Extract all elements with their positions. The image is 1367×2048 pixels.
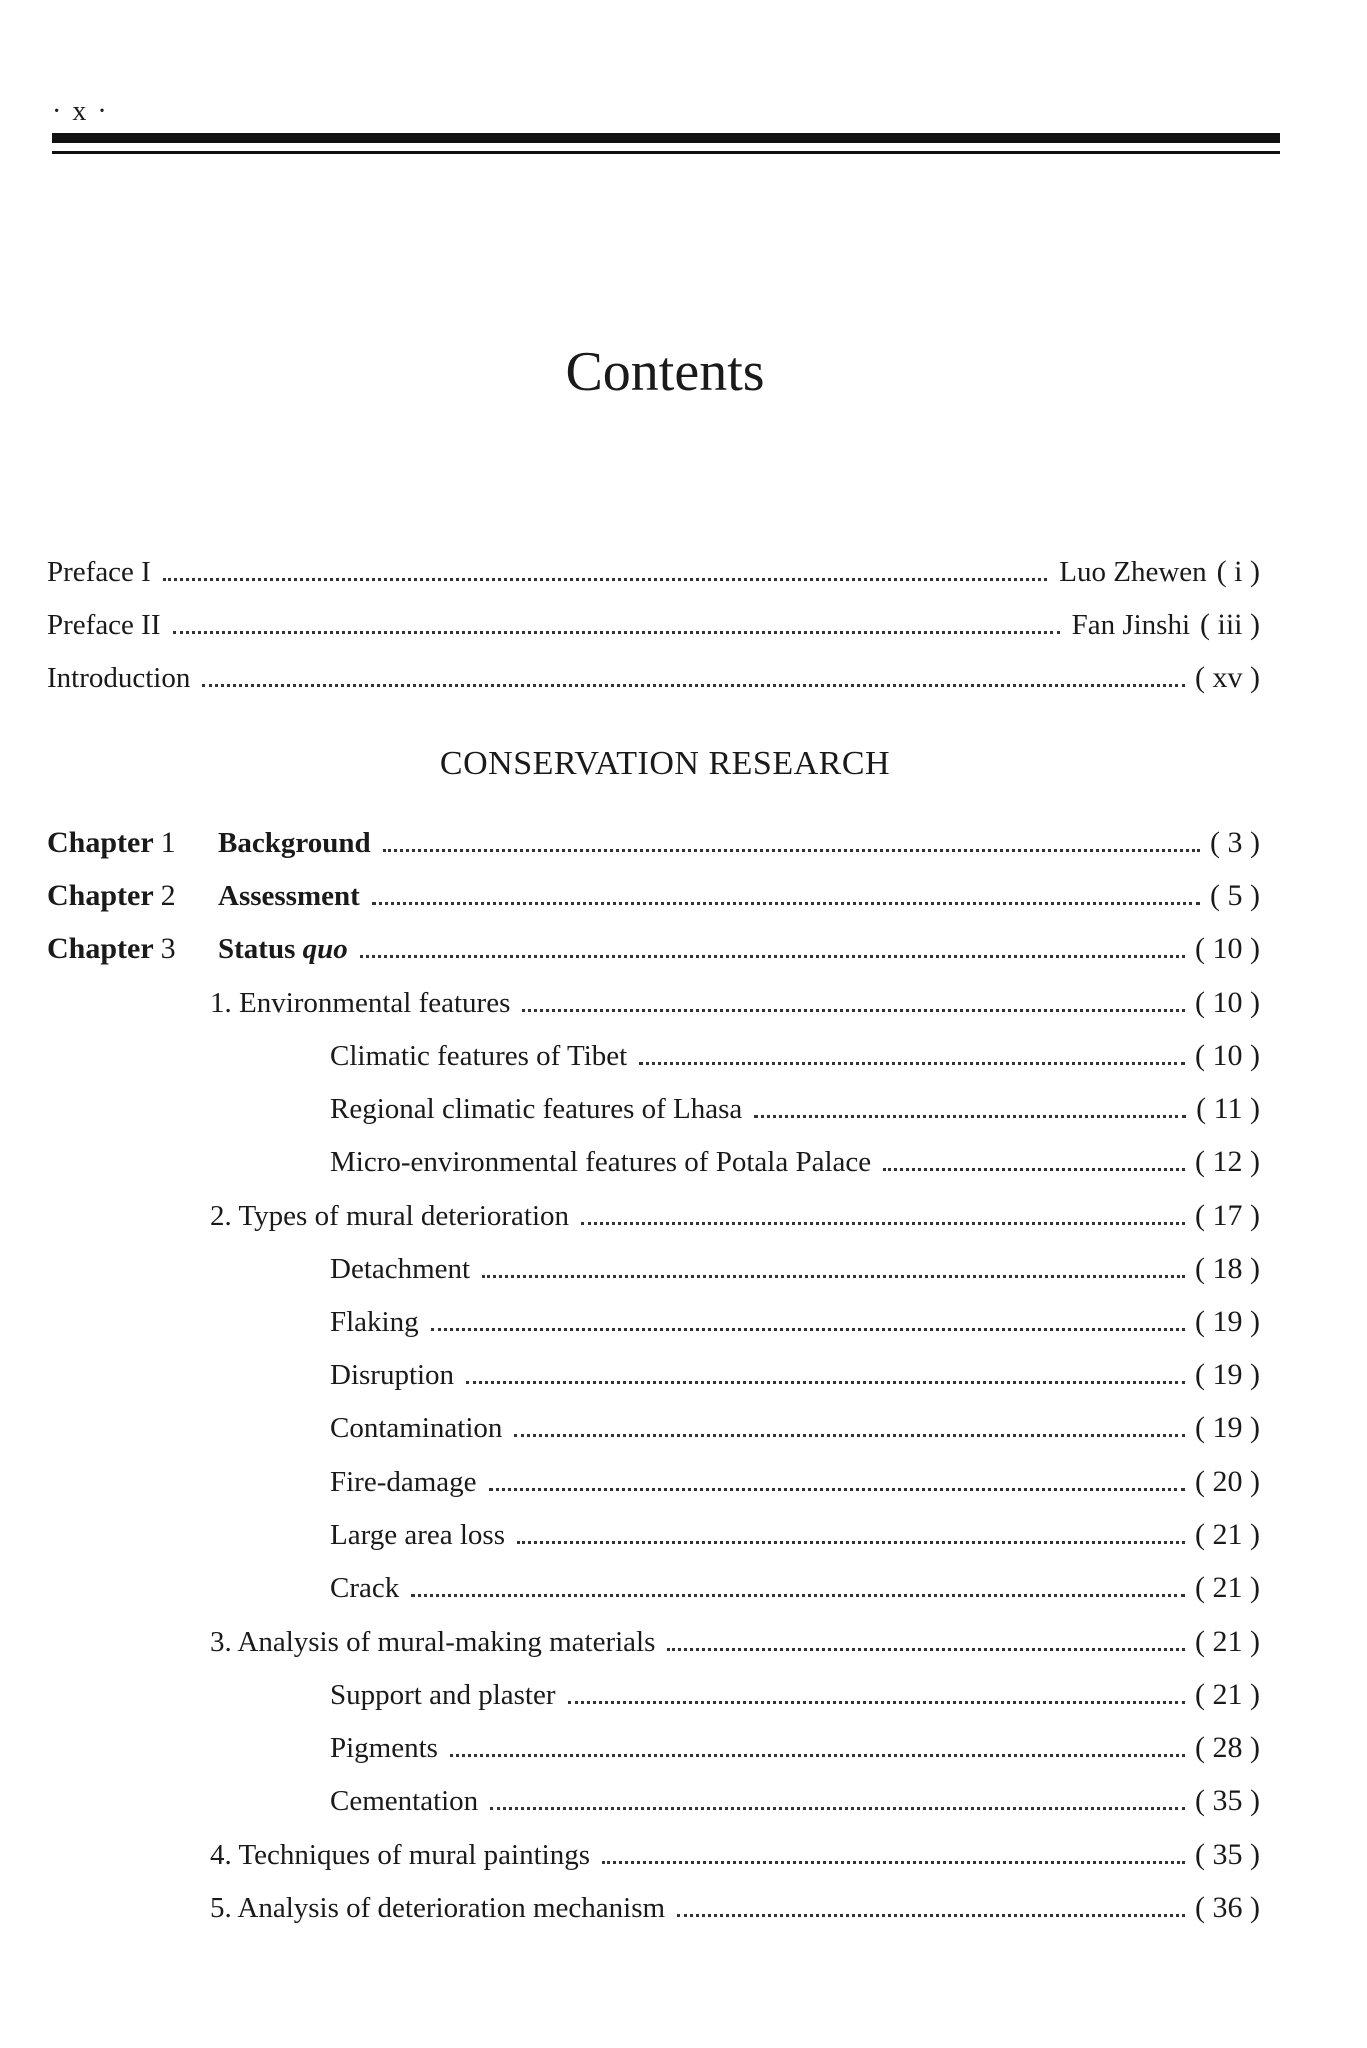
toc-entry-page: ( 10 )	[1195, 932, 1260, 965]
chapter-title-italic: quo	[302, 933, 348, 965]
toc-entry-page: ( 21 )	[1195, 1678, 1260, 1711]
toc-entry-label: Regional climatic features of Lhasa	[330, 1093, 743, 1125]
dot-leader	[466, 1381, 1185, 1384]
dot-leader	[163, 578, 1047, 581]
toc-entry-page: ( 5 )	[1210, 879, 1260, 912]
toc-entry-label: Preface I	[47, 556, 151, 588]
toc-entry-label: Climatic features of Tibet	[330, 1040, 628, 1072]
chapter-number	[47, 932, 176, 966]
toc-entry-page: ( 10 )	[1195, 986, 1260, 1019]
toc-entry-label: Cementation	[330, 1785, 479, 1817]
toc-entry-label: 5. Analysis of deterioration mechanism	[210, 1892, 666, 1924]
dot-leader	[754, 1115, 1186, 1118]
toc-entry-label: Pigments	[330, 1732, 438, 1764]
toc-subsection-entry[interactable]	[330, 1252, 1260, 1286]
dot-leader	[522, 1009, 1185, 1012]
dot-leader	[514, 1434, 1185, 1437]
toc-subsection-entry[interactable]	[330, 1678, 1260, 1712]
toc-entry-label: Large area loss	[330, 1519, 505, 1551]
dot-leader	[431, 1328, 1185, 1331]
toc-entry-label: Introduction	[47, 662, 191, 694]
toc-entry-label: Flaking	[330, 1306, 419, 1338]
dot-leader	[667, 1648, 1185, 1651]
page-number: · x ·	[52, 96, 109, 127]
section-heading: CONSERVATION RESEARCH	[439, 745, 891, 782]
dot-leader	[639, 1062, 1185, 1065]
toc-entry-page: ( 11 )	[1196, 1092, 1260, 1125]
toc-subsection-entry[interactable]	[330, 1411, 1260, 1445]
toc-entry-label: Fire-damage	[330, 1466, 477, 1498]
toc-entry-label: 4. Techniques of mural paintings	[210, 1839, 591, 1871]
page-title: Contents	[565, 341, 765, 403]
toc-entry-label: Crack	[330, 1572, 400, 1604]
dot-leader	[202, 684, 1185, 687]
toc-entry-author: Fan Jinshi	[1071, 609, 1190, 641]
dot-leader	[883, 1168, 1185, 1171]
toc-entry-page: ( 10 )	[1195, 1039, 1260, 1072]
dot-leader	[602, 1861, 1185, 1864]
toc-entry-label: Contamination	[330, 1412, 503, 1444]
toc-chapter-2[interactable]	[218, 879, 1260, 913]
toc-entry-page: ( 21 )	[1195, 1571, 1260, 1604]
toc-entry-page: ( 28 )	[1195, 1731, 1260, 1764]
toc-subsection-entry[interactable]	[330, 1784, 1260, 1818]
dot-leader	[173, 631, 1060, 634]
toc-entry-introduction[interactable]	[47, 661, 1260, 695]
dot-leader	[372, 902, 1200, 905]
toc-entry-page: ( 20 )	[1195, 1465, 1260, 1498]
chapter-word: Chapter	[47, 932, 154, 965]
toc-entry-page: ( 19 )	[1195, 1358, 1260, 1391]
chapter-word: Chapter	[47, 879, 154, 912]
dot-leader	[482, 1275, 1185, 1278]
chapter-title	[218, 933, 360, 966]
header-rule-thin	[52, 151, 1280, 154]
toc-entry-page: ( iii )	[1200, 608, 1260, 641]
dot-leader	[490, 1807, 1185, 1810]
dot-leader	[450, 1754, 1185, 1757]
chapter-num-value: 3	[160, 932, 176, 965]
dot-leader	[360, 955, 1185, 958]
toc-entry-label: Detachment	[330, 1253, 471, 1285]
toc-entry-page: ( 18 )	[1195, 1252, 1260, 1285]
toc-section-entry[interactable]	[210, 1199, 1260, 1233]
chapter-num-value: 1	[160, 826, 176, 859]
toc-entry-label: Disruption	[330, 1359, 455, 1391]
chapter-title-main: Status	[218, 933, 296, 965]
toc-subsection-entry[interactable]	[330, 1305, 1260, 1339]
toc-section-entry[interactable]	[210, 1625, 1260, 1659]
toc-subsection-entry[interactable]	[330, 1518, 1260, 1552]
toc-entry-page: ( 12 )	[1195, 1145, 1260, 1178]
toc-entry-label: 2. Types of mural deterioration	[210, 1200, 570, 1232]
chapter-title: Background	[218, 827, 371, 859]
toc-entry-page: ( 21 )	[1195, 1518, 1260, 1551]
chapter-number	[47, 879, 176, 913]
dot-leader	[383, 849, 1200, 852]
toc-entry-label: Preface II	[47, 609, 161, 641]
toc-section-entry[interactable]	[210, 1891, 1260, 1925]
toc-entry-page: ( 36 )	[1195, 1891, 1260, 1924]
toc-entry-page: ( 3 )	[1210, 826, 1260, 859]
toc-subsection-entry[interactable]	[330, 1571, 1260, 1605]
dot-leader	[489, 1488, 1185, 1491]
toc-section-entry[interactable]	[210, 986, 1260, 1020]
toc-chapter-3[interactable]	[218, 932, 1260, 966]
toc-subsection-entry[interactable]	[330, 1145, 1260, 1179]
toc-subsection-entry[interactable]	[330, 1092, 1260, 1126]
dot-leader	[677, 1914, 1185, 1917]
toc-entry-page: ( 35 )	[1195, 1784, 1260, 1817]
toc-entry-label: 1. Environmental features	[210, 987, 511, 1019]
dot-leader	[568, 1701, 1186, 1704]
toc-chapter-1[interactable]	[218, 826, 1260, 860]
chapter-number	[47, 826, 176, 860]
toc-entry-preface-2[interactable]	[47, 608, 1260, 642]
toc-entry-page: ( 35 )	[1195, 1838, 1260, 1871]
toc-entry-author: Luo Zhewen	[1059, 556, 1207, 588]
toc-section-entry[interactable]	[210, 1838, 1260, 1872]
dot-leader	[411, 1594, 1185, 1597]
toc-entry-label: Support and plaster	[330, 1679, 556, 1711]
toc-subsection-entry[interactable]	[330, 1465, 1260, 1499]
toc-entry-preface-1[interactable]	[47, 555, 1260, 589]
toc-subsection-entry[interactable]	[330, 1731, 1260, 1765]
chapter-num-value: 2	[160, 879, 176, 912]
toc-entry-page: ( 19 )	[1195, 1305, 1260, 1338]
chapter-title: Assessment	[218, 880, 360, 912]
toc-entry-label: 3. Analysis of mural-making materials	[210, 1626, 656, 1658]
dot-leader	[581, 1222, 1185, 1225]
toc-entry-page: ( xv )	[1195, 661, 1260, 694]
toc-subsection-entry[interactable]	[330, 1039, 1260, 1073]
toc-entry-page: ( 17 )	[1195, 1199, 1260, 1232]
toc-entry-page: ( 19 )	[1195, 1411, 1260, 1444]
toc-subsection-entry[interactable]	[330, 1358, 1260, 1392]
header-rule-thick	[52, 133, 1280, 143]
dot-leader	[517, 1541, 1185, 1544]
toc-entry-label: Micro-environmental features of Potala Palace	[330, 1146, 872, 1178]
toc-entry-page: ( 21 )	[1195, 1625, 1260, 1658]
chapter-word: Chapter	[47, 826, 154, 859]
toc-entry-page: ( i )	[1216, 555, 1260, 588]
